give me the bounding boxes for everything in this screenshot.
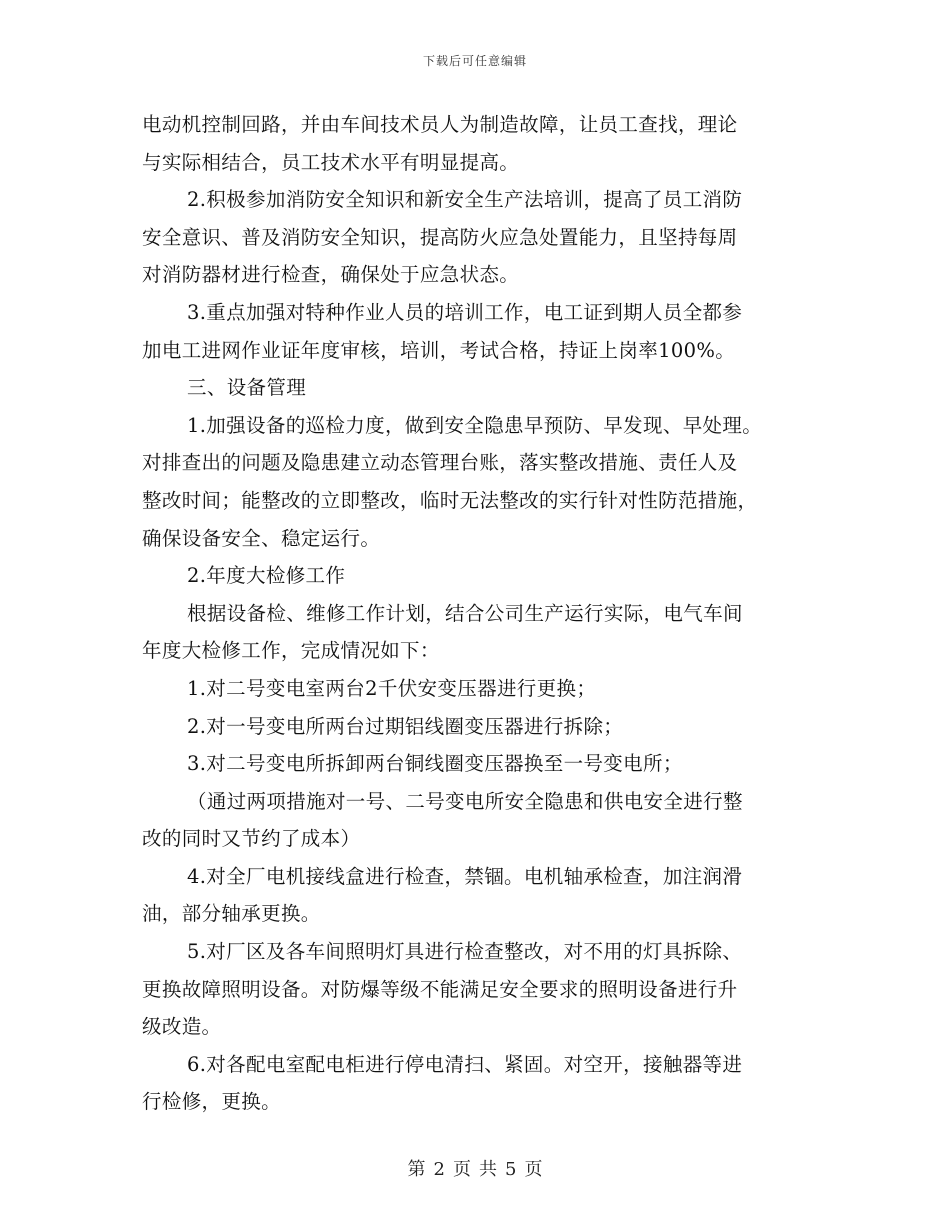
list-item: 4.对全厂电机接线盒进行检查，禁锢。电机轴承检查，加注润滑 [187, 864, 743, 888]
text-line: 3.重点加强对特种作业人员的培训工作，电工证到期人员全都参 [187, 300, 743, 324]
text-line: 确保设备安全、稳定运行。 [142, 526, 381, 550]
text-line: 加电工进网作业证年度审核，培训，考试合格，持证上岗率100%。 [142, 338, 736, 362]
footer-prefix: 第 [407, 1159, 426, 1180]
text-line: 油，部分轴承更换。 [142, 902, 321, 926]
text-line: 根据设备检、维修工作计划，结合公司生产运行实际，电气车间 [187, 601, 743, 625]
text-line: 对排查出的问题及隐患建立动态管理台账，落实整改措施、责任人及 [142, 451, 738, 475]
page-footer [0, 1155, 950, 1181]
text-line: （通过两项措施对一号、二号变电所安全隐患和供电安全进行整 [187, 789, 743, 813]
footer-page-label: 页 [453, 1159, 471, 1180]
text-line: 安全意识、普及消防安全知识，提高防火应急处置能力，且坚持每周 [142, 225, 738, 249]
text-line: 对消防器材进行检查，确保处于应急状态。 [142, 263, 520, 287]
footer-suffix: 页 [524, 1159, 543, 1180]
document-body [142, 106, 822, 1121]
page-header: 下载后可任意编辑 [422, 54, 527, 68]
text-line: 改的同时又节约了成本） [142, 827, 361, 851]
section-heading: 三、设备管理 [187, 376, 307, 400]
list-item: 5.对厂区及各车间照明灯具进行检查整改，对不用的灯具拆除、 [187, 940, 743, 964]
text-line: 级改造。 [142, 1015, 222, 1039]
text-line: 1.加强设备的巡检力度，做到安全隐患早预防、早发现、早处理。 [187, 413, 763, 437]
text-line: 整改时间；能整改的立即整改，临时无法整改的实行针对性防范措施， [142, 488, 758, 512]
total-pages-number: 5 [505, 1159, 517, 1180]
list-item: 3.对二号变电所拆卸两台铜线圈变压器换至一号变电所； [187, 752, 683, 776]
text-line: 电动机控制回路，并由车间技术员人为制造故障，让员工查找，理论 [142, 113, 738, 136]
current-page-number: 2 [433, 1159, 445, 1180]
text-line: 与实际相结合，员工技术水平有明显提高。 [142, 150, 520, 174]
text-line: 年度大检修工作，完成情况如下： [142, 639, 440, 663]
text-line: 2.积极参加消防安全知识和新安全生产法培训，提高了员工消防 [187, 188, 743, 212]
list-item: 2.对一号变电所两台过期铝线圈变压器进行拆除； [187, 714, 624, 738]
subsection-heading: 2.年度大检修工作 [187, 564, 346, 588]
list-item: 6.对各配电室配电柜进行停电清扫、紧固。对空开，接触器等进 [187, 1052, 743, 1076]
list-item: 1.对二号变电室两台2千伏安变压器进行更换； [187, 676, 597, 700]
text-line: 行检修，更换。 [142, 1090, 281, 1114]
text-line: 更换故障照明设备。对防爆等级不能满足安全要求的照明设备进行升 [142, 977, 738, 1001]
footer-total-label: 共 [479, 1159, 497, 1180]
